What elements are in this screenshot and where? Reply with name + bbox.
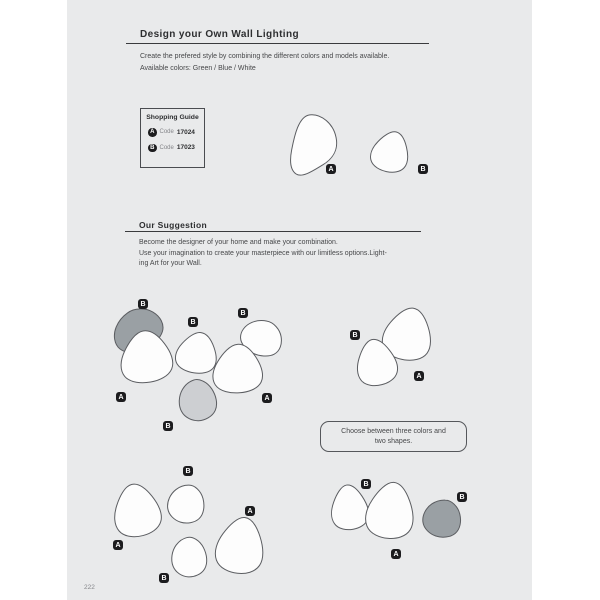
callout-line-1: Choose between three colors and [341,428,446,435]
shape-fill [170,536,209,579]
shape-fill [116,327,176,387]
shape-fill [175,376,220,424]
lamp-shape-white [205,507,276,586]
catalog-page [67,0,532,600]
shape-fill [420,497,464,540]
intro-line-1: Create the prefered style by combining the different colors and models available. [140,53,390,60]
shape-badge-a: A [116,392,126,402]
shape-badge-b: B [418,164,428,174]
shopping-guide-box [140,108,205,168]
model-b-badge: B [148,144,157,153]
shopping-guide-row-a [148,128,204,137]
shape-badge-b: B [238,308,248,318]
shape-badge-b: B [163,421,173,431]
shape-badge-a: A [245,506,255,516]
suggestion-line-1: Become the designer of your home and make your combination. [139,239,338,246]
shape-badge-a: A [326,164,336,174]
shape-badge-a: A [262,393,272,403]
page-title: Design your Own Wall Lighting [140,29,300,40]
shape-badge-b: B [457,492,467,502]
shape-badge-b: B [350,330,360,340]
page-number: 222 [84,584,95,591]
code-value-b: 17023 [176,144,195,152]
suggestion-text [139,238,387,270]
shape-fill [213,515,266,576]
shape-badge-b: B [183,466,193,476]
callout-box [320,421,467,452]
shape-badge-a: A [414,371,424,381]
shape-badge-a: A [391,549,401,559]
shopping-guide-row-b [148,144,204,153]
suggestion-title: Our Suggestion [139,220,207,230]
shape-fill [368,128,413,176]
suggestion-underline [125,231,421,232]
shape-fill [107,479,165,541]
shape-badge-b: B [159,573,169,583]
title-underline [126,43,429,44]
shape-badge-b: B [361,479,371,489]
shape-badge-a: A [113,540,123,550]
code-label: Code [159,129,174,136]
suggestion-line-2: Use your imagination to create your masterpiece with our limitless options.Light- [139,249,387,257]
model-a-badge: A [148,128,157,137]
code-label: Code [159,144,174,151]
shape-badge-b: B [138,299,148,309]
shape-fill [351,335,401,390]
lamp-shape-light-gray [168,368,229,432]
suggestion-line-3: ing Art for your Wall. [139,260,202,267]
lamp-shape-model-b [361,121,421,183]
intro-text [140,51,389,74]
shape-badge-b: B [188,317,198,327]
shopping-guide-title: Shopping Guide [146,114,199,121]
code-value-a: 17024 [176,128,195,136]
shape-fill [364,481,415,540]
callout-line-2: two shapes. [374,437,413,445]
intro-line-2: Available colors: Green / Blue / White [140,64,256,72]
